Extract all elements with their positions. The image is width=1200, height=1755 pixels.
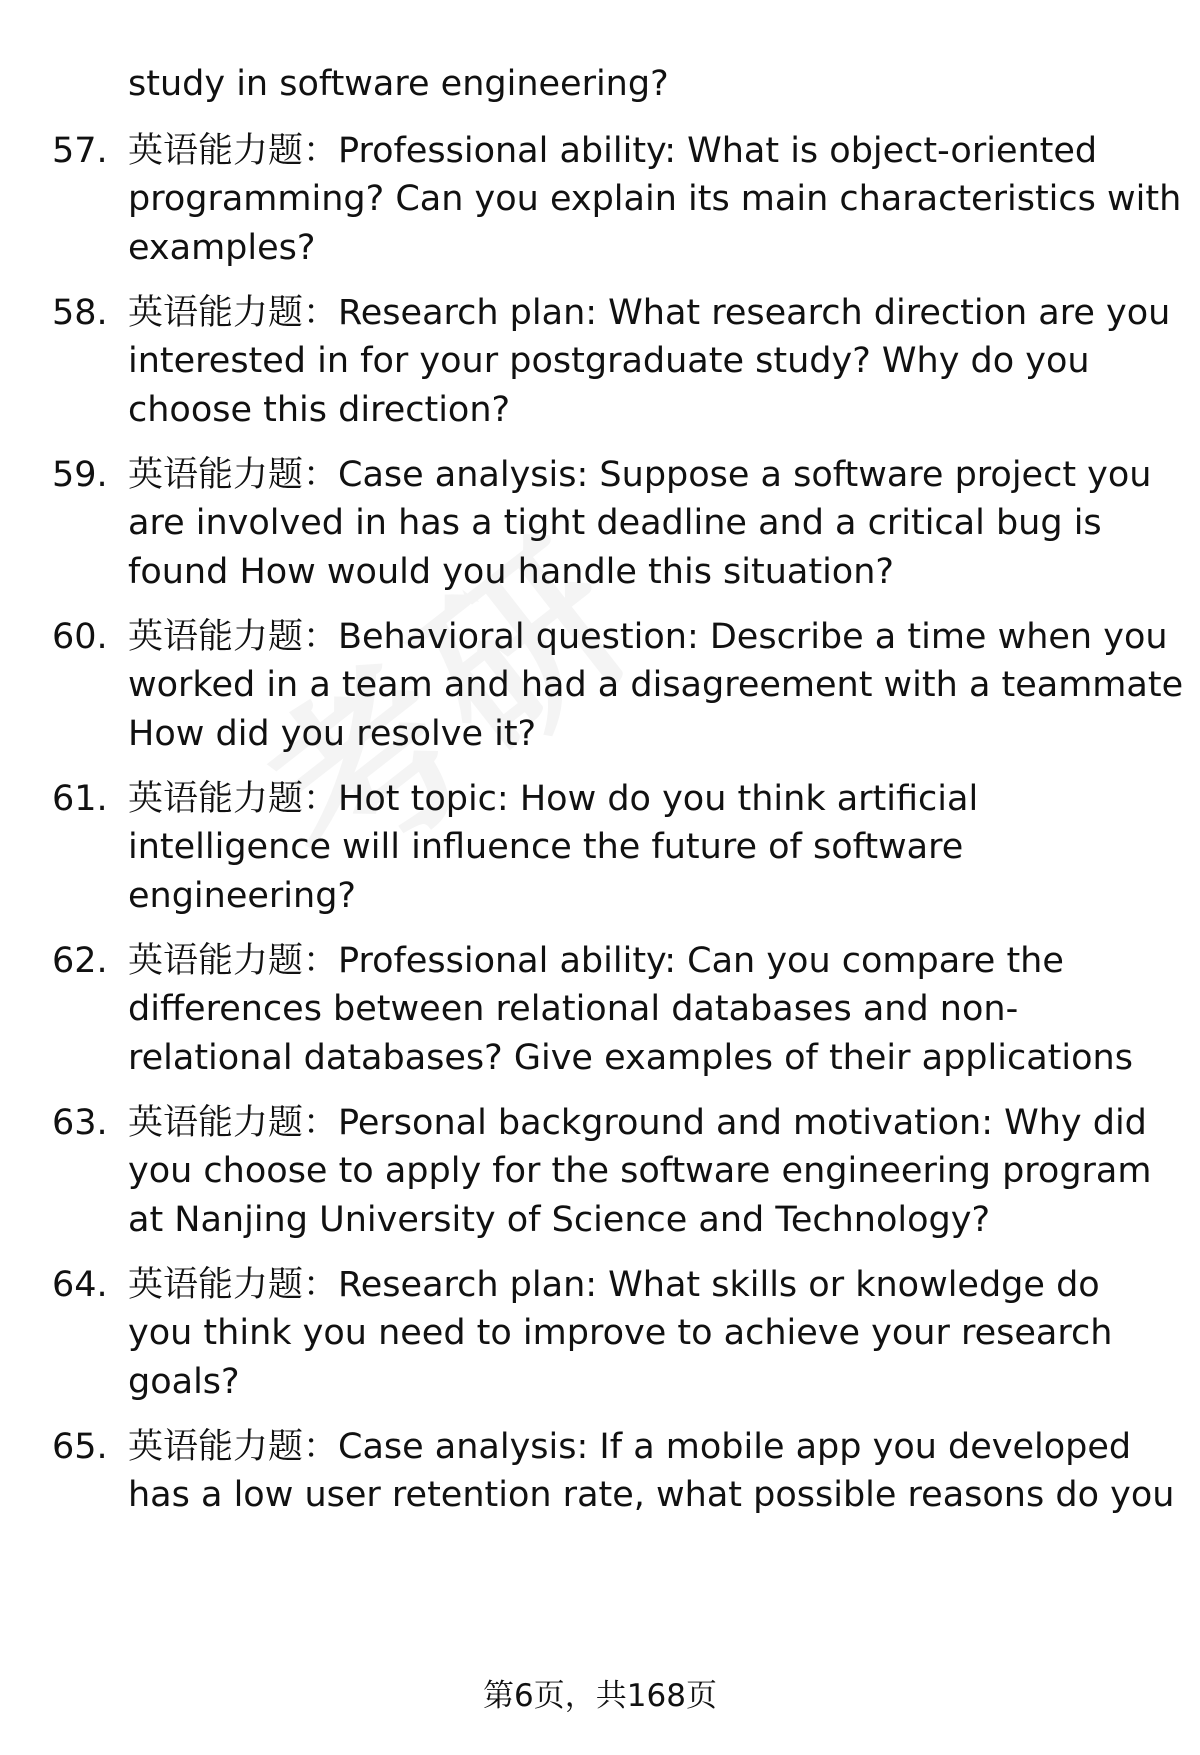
question-number: 57. xyxy=(52,131,108,171)
question-number: 62. xyxy=(52,941,108,981)
question-text xyxy=(128,127,1182,272)
question-line: has a low user retention rate, what possible reasons do you xyxy=(128,1475,1175,1516)
question-line: differences between relational databases and non- xyxy=(128,989,1019,1030)
question-prefix: 英语能力题： xyxy=(128,1265,339,1305)
question-text xyxy=(128,937,1168,1082)
question-prefix: 英语能力题： xyxy=(128,1427,339,1467)
question-line: programming? Can you explain its main characteristics with xyxy=(128,179,1182,220)
question-line: examples? xyxy=(128,227,316,268)
question-text xyxy=(128,1423,1175,1520)
question-line-text: Research plan: What skills or knowledge do xyxy=(338,1265,1100,1305)
continuation-text: study in software engineering? xyxy=(128,64,669,104)
question-line-text: Behavioral question: Describe a time when you xyxy=(338,617,1168,657)
question-number: 64. xyxy=(52,1265,108,1305)
question-line: interested in for your postgraduate study? Why do you xyxy=(128,341,1090,382)
question-line xyxy=(128,1261,1168,1309)
question-line xyxy=(128,775,1168,823)
question-number: 61. xyxy=(52,779,108,819)
question-line: goals? xyxy=(128,1361,240,1402)
question-text xyxy=(128,613,1184,758)
question-line: engineering? xyxy=(128,875,356,916)
question-text xyxy=(128,1261,1168,1406)
question-number: 65. xyxy=(52,1427,108,1467)
question-line-text: Personal background and motivation: Why did xyxy=(338,1103,1147,1143)
question-prefix: 英语能力题： xyxy=(128,455,339,495)
question-line: worked in a team and had a disagreement with a teammate xyxy=(128,665,1184,706)
question-prefix: 英语能力题： xyxy=(128,617,339,657)
question-number: 59. xyxy=(52,455,108,495)
question-number: 58. xyxy=(52,293,108,333)
question-line-text: Professional ability: Can you compare the xyxy=(338,941,1064,981)
question-prefix: 英语能力题： xyxy=(128,941,339,981)
question-line: are involved in has a tight deadline and a critical bug is xyxy=(128,503,1102,544)
page-footer: 第6页，共168页 xyxy=(483,1678,717,1714)
question-line xyxy=(128,127,1168,175)
question-line-text: Research plan: What research direction are you xyxy=(338,293,1171,333)
question-number: 60. xyxy=(52,617,108,657)
question-line-text: Hot topic: How do you think artificial xyxy=(338,779,979,819)
question-line xyxy=(128,451,1168,499)
question-text xyxy=(128,289,1171,434)
question-line: found How would you handle this situation? xyxy=(128,551,894,592)
question-line: intelligence will influence the future of software xyxy=(128,827,964,868)
question-text xyxy=(128,451,1168,596)
question-line: choose this direction? xyxy=(128,389,511,430)
question-line xyxy=(128,1099,1168,1147)
question-prefix: 英语能力题： xyxy=(128,779,339,819)
question-line: How did you resolve it? xyxy=(128,713,537,754)
question-prefix: 英语能力题： xyxy=(128,293,339,333)
question-line: relational databases? Give examples of their applications xyxy=(128,1037,1133,1078)
question-line: you think you need to improve to achieve your research xyxy=(128,1313,1113,1354)
question-line xyxy=(128,1423,1168,1471)
question-line xyxy=(128,937,1168,985)
question-line xyxy=(128,613,1168,661)
question-number: 63. xyxy=(52,1103,108,1143)
question-prefix: 英语能力题： xyxy=(128,1103,339,1143)
question-line-text: Professional ability: What is object-oriented xyxy=(338,131,1098,171)
question-line: you choose to apply for the software engineering program xyxy=(128,1151,1152,1192)
question-prefix: 英语能力题： xyxy=(128,131,339,171)
question-line-text: Case analysis: Suppose a software project you xyxy=(338,455,1152,495)
question-text xyxy=(128,1099,1168,1244)
question-line: at Nanjing University of Science and Technology? xyxy=(128,1199,991,1240)
question-text xyxy=(128,775,1168,920)
question-line xyxy=(128,289,1171,337)
question-line-text: Case analysis: If a mobile app you developed xyxy=(338,1427,1132,1467)
